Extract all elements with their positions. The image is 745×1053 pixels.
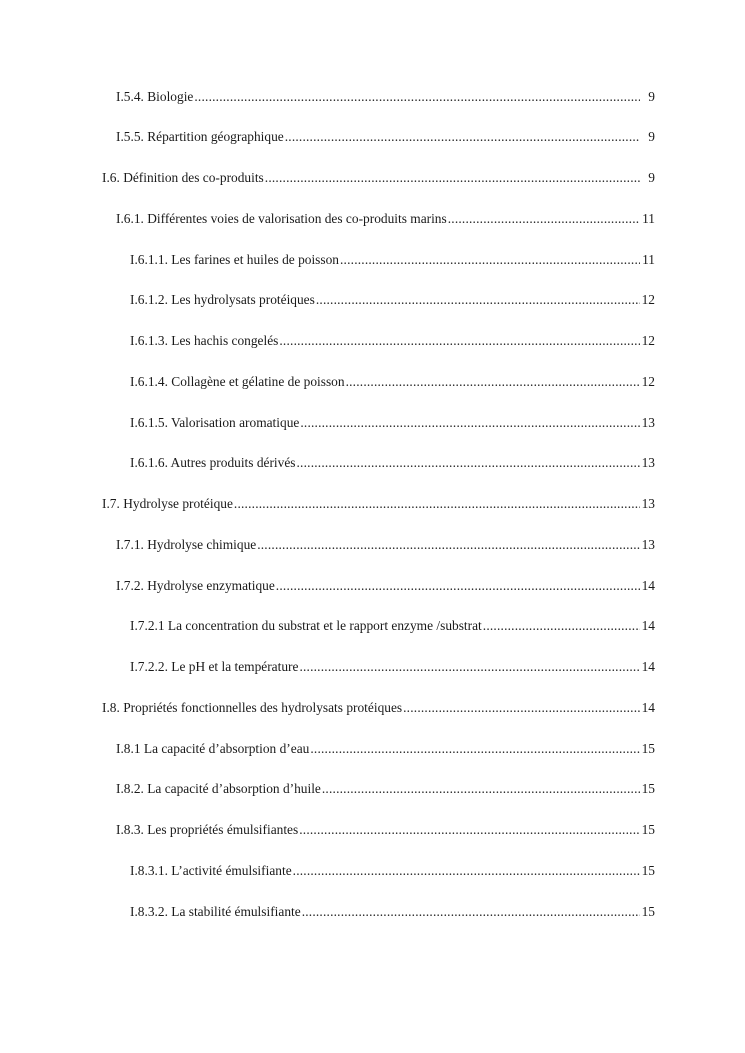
toc-entry[interactable] [0,902,745,922]
toc-entry-page: 11 [642,252,655,267]
toc-entry-title: I.6.1.4. Collagène et gélatine de poisson [130,374,345,389]
dot-leader [279,331,640,351]
toc-entry-title: I.6.1.1. Les farines et huiles de poisson [130,252,339,267]
toc-entry[interactable] [0,739,745,759]
dot-leader [300,413,640,433]
dot-leader [299,820,640,840]
toc-entry-page: 15 [641,904,655,919]
dot-leader [302,902,640,922]
toc-entry[interactable] [0,290,745,310]
toc-entry[interactable] [0,698,745,718]
toc-entry[interactable] [0,861,745,881]
dot-leader [293,861,640,881]
toc-entry[interactable] [0,657,745,677]
toc-entry[interactable] [0,331,745,351]
toc-entry-page: 14 [641,578,655,593]
toc-entry-title: I.8.3.1. L’activité émulsifiante [130,863,292,878]
toc-entry-title: I.7.1. Hydrolyse chimique [116,537,257,552]
toc-entry-title: I.6. Définition des co-produits [102,170,264,185]
dot-leader [448,209,640,229]
toc-entry[interactable] [0,494,745,514]
toc-entry[interactable] [0,250,745,270]
dot-leader [340,250,640,270]
toc-entry[interactable] [0,168,745,188]
toc-entry[interactable] [0,209,745,229]
toc-entry-title: I.8.3.2. La stabilité émulsifiante [130,904,301,919]
dot-leader [234,494,640,514]
toc-entry-title: I.5.5. Répartition géographique [116,129,284,144]
toc-entry-title: I.6.1.6. Autres produits dérivés [130,455,296,470]
toc-entry[interactable] [0,127,745,147]
toc-entry-page: 13 [641,415,655,430]
toc-entry-page: 12 [641,292,655,307]
dot-leader [265,168,640,188]
toc-entry-page: 14 [641,659,655,674]
toc-entry-title: I.7.2. Hydrolyse enzymatique [116,578,275,593]
toc-entry-page: 9 [648,129,655,144]
toc-entry-page: 14 [641,700,655,715]
toc-entry-page: 11 [642,211,655,226]
toc-entry-page: 12 [641,333,655,348]
toc-entry-title: I.7.2.2. Le pH et la température [130,659,299,674]
dot-leader [257,535,640,555]
toc-entry[interactable] [0,453,745,473]
toc-entry-page: 9 [648,89,655,104]
toc-entry[interactable] [0,413,745,433]
toc-entry-page: 15 [641,863,655,878]
toc-entry-title: I.7. Hydrolyse protéique [102,496,233,511]
dot-leader [194,87,640,107]
toc-entry[interactable] [0,616,745,636]
toc-entry-title: I.7.2.1 La concentration du substrat et le rapport enzyme /substrat [130,618,482,633]
toc-entry-page: 13 [641,496,655,511]
toc-entry-page: 14 [641,618,655,633]
toc-entry-title: I.8.2. La capacité d’absorption d’huile [116,781,321,796]
dot-leader [346,372,640,392]
toc-entry[interactable] [0,535,745,555]
dot-leader [297,453,641,473]
dot-leader [322,779,640,799]
dot-leader [299,657,640,677]
toc-entry[interactable] [0,87,745,107]
toc-entry-title: I.6.1.5. Valorisation aromatique [130,415,300,430]
toc-entry-page: 15 [641,781,655,796]
toc-entry-title: I.8.3. Les propriétés émulsifiantes [116,822,299,837]
toc-entry-title: I.5.4. Biologie [116,89,194,104]
dot-leader [483,616,640,636]
dot-leader [403,698,640,718]
toc-entry-title: I.6.1.2. Les hydrolysats protéiques [130,292,315,307]
toc-entry-page: 13 [641,455,655,470]
toc-entry-page: 15 [641,741,655,756]
toc-entry-page: 15 [641,822,655,837]
toc-entry[interactable] [0,779,745,799]
dot-leader [310,739,640,759]
toc-entry[interactable] [0,372,745,392]
toc-entry-title: I.6.1. Différentes voies de valorisation des co-produits marins [116,211,447,226]
toc-entry-page: 13 [641,537,655,552]
toc-entry-page: 9 [648,170,655,185]
dot-leader [276,576,640,596]
toc-entry[interactable] [0,820,745,840]
toc-entry-title: I.6.1.3. Les hachis congelés [130,333,279,348]
toc-entry-title: I.8. Propriétés fonctionnelles des hydrolysats protéiques [102,700,403,715]
toc-entry[interactable] [0,576,745,596]
toc-entry-title: I.8.1 La capacité d’absorption d’eau [116,741,310,756]
toc-entry-page: 12 [641,374,655,389]
dot-leader [285,127,640,147]
dot-leader [316,290,640,310]
